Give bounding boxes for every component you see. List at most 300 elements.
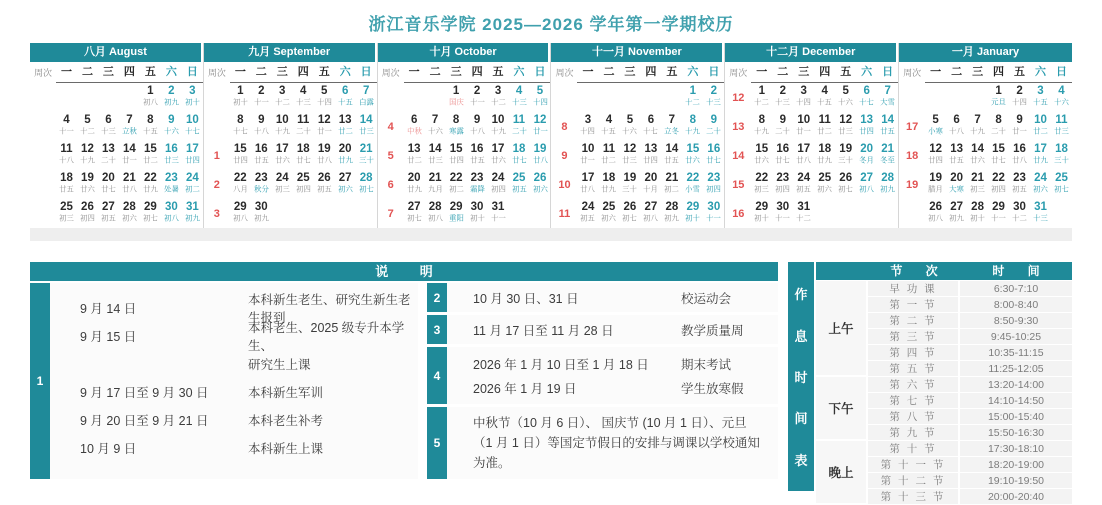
day-cell [682, 199, 703, 228]
day-cell [314, 141, 335, 170]
day-cell [98, 112, 119, 141]
day-cell [814, 112, 835, 141]
week-number: 4 [387, 120, 394, 133]
day-cell [1051, 199, 1072, 228]
week-row [899, 199, 1072, 228]
week-row [204, 141, 377, 170]
weekday-cell: 日 [877, 62, 898, 83]
day-number: 20 [338, 143, 352, 155]
lunar-label: 廿七 [991, 156, 1006, 165]
lunar-label: 冬至 [880, 156, 896, 165]
day-number: 22 [233, 172, 247, 184]
notes-header: 说 明 [30, 262, 778, 281]
lunar-label: 廿二 [1033, 127, 1048, 136]
day-cell [703, 170, 724, 199]
day-cell [598, 199, 619, 228]
schedule-col-time: 时 间 [992, 264, 1050, 278]
note-date: 2026 年 1 月 10 日至 1 月 18 日 [473, 357, 649, 372]
note-number: 4 [427, 347, 447, 404]
day-cell [793, 112, 814, 141]
week-number: 19 [906, 178, 919, 191]
session-cell: 第 十 一 节 [868, 457, 960, 473]
day-cell [356, 170, 377, 199]
day-number: 25 [818, 172, 832, 184]
lunar-label: 十三 [295, 98, 311, 107]
week-number: 14 [732, 149, 745, 162]
day-cell [988, 83, 1009, 112]
day-number: 27 [644, 201, 658, 213]
day-cell [404, 199, 425, 228]
day-cell [877, 141, 898, 170]
lunar-label: 廿六 [685, 156, 701, 165]
note-number: 5 [427, 407, 447, 479]
lunar-label: 初六 [532, 185, 548, 194]
day-number: 8 [452, 114, 460, 126]
lunar-label: 廿八 [532, 156, 548, 165]
time-cell: 11:25-12:05 [960, 361, 1072, 377]
day-number: 12 [81, 143, 94, 155]
day-cell [751, 83, 772, 112]
lunar-label: 廿九 [337, 156, 353, 165]
day-cell [356, 199, 377, 228]
session-cell: 第 三 节 [868, 329, 960, 345]
time-cell: 19:10-19:50 [960, 473, 1072, 489]
time-cell: 15:50-16:30 [960, 425, 1072, 441]
lunar-label: 初十 [685, 214, 701, 223]
time-cell: 18:20-19:00 [960, 457, 1072, 473]
day-number: 19 [929, 172, 943, 184]
lunar-label: 初八 [427, 214, 443, 223]
day-cell [488, 112, 509, 141]
day-cell [835, 141, 856, 170]
lunar-label: 廿七 [101, 185, 116, 194]
lunar-label: 廿三 [622, 156, 638, 165]
day-number: 16 [470, 143, 484, 155]
weekday-cell: 六 [1030, 62, 1051, 83]
day-number: 26 [623, 201, 637, 213]
day-number: 14 [971, 143, 984, 155]
day-cell [335, 199, 356, 228]
day-cell [161, 199, 182, 228]
lunar-label: 十二 [274, 98, 290, 107]
day-number: 7 [668, 114, 676, 126]
lunar-label: 十二 [685, 98, 701, 107]
day-number: 26 [929, 201, 943, 213]
week-row [551, 83, 724, 112]
week-row [378, 199, 551, 228]
weekday-cell: 日 [182, 62, 203, 83]
day-cell [488, 170, 509, 199]
day-number: 12 [533, 114, 547, 126]
day-cell [877, 199, 898, 228]
lunar-label: 初五 [316, 185, 332, 194]
week-number: 18 [906, 149, 919, 162]
lunar-label: 廿九 [817, 156, 833, 165]
notes-right-column [427, 283, 778, 479]
day-cell [230, 199, 251, 228]
day-number: 24 [797, 172, 811, 184]
day-cell [577, 83, 598, 112]
day-number: 18 [602, 172, 616, 184]
day-number: 18 [818, 143, 832, 155]
day-cell [77, 141, 98, 170]
lunar-label: 初六 [1033, 185, 1048, 194]
note-date: 2026 年 1 月 19 日 [473, 381, 577, 396]
day-cell [1030, 112, 1051, 141]
week-number: 6 [387, 178, 394, 191]
day-cell [682, 83, 703, 112]
lunar-label: 廿三 [163, 156, 179, 165]
weekday-cell: 日 [530, 62, 551, 83]
day-number: 15 [992, 143, 1005, 155]
day-number: 25 [60, 201, 73, 213]
day-number: 29 [449, 201, 463, 213]
day-number: 28 [971, 201, 984, 213]
day-number: 11 [297, 114, 310, 126]
lunar-label: 初七 [143, 214, 158, 223]
calendar-strip [30, 43, 1072, 241]
day-number: 5 [842, 85, 849, 97]
lunar-label: 初三 [274, 185, 290, 194]
day-cell [140, 112, 161, 141]
lunar-label: 初五 [101, 214, 116, 223]
lunar-label: 初八 [163, 214, 179, 223]
day-number: 6 [863, 85, 870, 97]
day-cell [182, 83, 203, 112]
day-cell [835, 83, 856, 112]
day-number: 4 [1058, 85, 1065, 97]
lunar-label: 廿四 [448, 156, 464, 165]
lunar-label: 十九 [80, 156, 95, 165]
lunar-label: 廿五 [253, 156, 269, 165]
note-item [427, 283, 778, 312]
day-number: 22 [992, 172, 1005, 184]
day-cell [577, 170, 598, 199]
day-number: 14 [665, 143, 679, 155]
weekday-header-row [551, 62, 724, 83]
day-number: 6 [341, 85, 349, 97]
day-number: 25 [602, 201, 616, 213]
lunar-label: 十五 [1033, 98, 1048, 107]
lunar-label: 初四 [490, 185, 506, 194]
week-number-header: 周次 [903, 67, 922, 78]
lunar-label: 廿五 [664, 156, 680, 165]
lunar-label: 初五 [796, 185, 812, 194]
day-cell [467, 199, 488, 228]
lunar-label: 十六 [163, 127, 179, 136]
weekday-cell: 六 [856, 62, 877, 83]
day-cell [140, 170, 161, 199]
note-event: 本科老生、2025 级专升本学生、 [248, 321, 405, 353]
day-cell [446, 141, 467, 170]
lunar-label: 初七 [406, 214, 422, 223]
time-cell: 13:20-14:00 [960, 377, 1072, 393]
day-cell [140, 83, 161, 112]
day-number: 14 [123, 143, 136, 155]
lunar-label: 十三 [775, 98, 791, 107]
lunar-label: 初四 [80, 214, 95, 223]
weekday-cell: 六 [509, 62, 530, 83]
day-number: 1 [147, 85, 154, 97]
day-cell [314, 170, 335, 199]
day-cell [98, 170, 119, 199]
day-number: 31 [491, 201, 505, 213]
day-number: 17 [581, 172, 595, 184]
lunar-label: 初八 [928, 214, 943, 223]
day-number: 1 [452, 85, 460, 97]
day-cell [488, 141, 509, 170]
day-cell [772, 170, 793, 199]
day-cell [98, 83, 119, 112]
lunar-label: 十七 [184, 127, 200, 136]
day-cell [925, 83, 946, 112]
day-number: 2 [779, 85, 786, 97]
lunar-label: 初五 [511, 185, 527, 194]
lunar-label: 十二 [1012, 214, 1027, 223]
day-cell [814, 170, 835, 199]
day-number: 16 [164, 143, 178, 155]
day-number: 21 [881, 143, 895, 155]
day-number: 20 [860, 143, 874, 155]
day-cell [751, 170, 772, 199]
day-number: 17 [185, 143, 199, 155]
month-header: 一月 January [899, 43, 1072, 62]
day-number: 23 [470, 172, 484, 184]
note-line [473, 352, 778, 376]
note-line [80, 321, 418, 353]
notes-body [30, 283, 778, 479]
lunar-label: 十九 [490, 127, 506, 136]
lunar-label: 立秋 [122, 127, 137, 136]
lunar-label: 三十 [838, 156, 854, 165]
day-cell [251, 199, 272, 228]
note-date: 9 月 15 日 [80, 330, 137, 344]
day-cell [119, 141, 140, 170]
week-number-header: 周次 [729, 67, 748, 78]
lunar-label: 初九 [253, 214, 269, 223]
day-cell [140, 199, 161, 228]
week-row [899, 170, 1072, 199]
time-cell: 9:45-10:25 [960, 329, 1072, 345]
lunar-label: 初八 [232, 214, 248, 223]
day-cell [1030, 83, 1051, 112]
lunar-label: 十一 [490, 214, 506, 223]
page-title: 浙江音乐学院 2025—2026 学年第一学期校历 [368, 15, 734, 34]
lunar-label: 十一 [775, 214, 791, 223]
day-cell [703, 141, 724, 170]
day-cell [856, 170, 877, 199]
day-number: 9 [473, 114, 481, 126]
day-number: 12 [839, 114, 853, 126]
lunar-label: 十七 [232, 127, 248, 136]
lunar-label: 十月 [643, 185, 659, 194]
day-number: 4 [821, 85, 828, 97]
lunar-label: 十五 [601, 127, 617, 136]
day-number: 17 [491, 143, 505, 155]
time-cell: 8:00-8:40 [960, 297, 1072, 313]
day-cell [119, 112, 140, 141]
day-number: 20 [644, 172, 658, 184]
lunar-label: 小雪 [685, 185, 701, 194]
lunar-label: 十五 [143, 127, 158, 136]
day-cell [1030, 141, 1051, 170]
day-cell [619, 112, 640, 141]
weekday-header-row [378, 62, 551, 83]
day-cell [661, 83, 682, 112]
note-line [80, 434, 418, 462]
schedule-side-char: 作 [794, 287, 808, 303]
day-cell [877, 112, 898, 141]
weekday-cell: 日 [356, 62, 377, 83]
day-cell [335, 170, 356, 199]
note-date: 10 月 9 日 [80, 442, 137, 456]
lunar-label: 廿三 [838, 127, 854, 136]
week-row [725, 141, 898, 170]
lunar-label: 廿八 [1012, 156, 1027, 165]
week-number-header: 周次 [555, 67, 574, 78]
day-number: 14 [359, 114, 373, 126]
day-cell [640, 83, 661, 112]
day-number: 15 [755, 143, 769, 155]
weekday-cell: 五 [661, 62, 682, 83]
day-cell [161, 170, 182, 199]
day-cell [703, 83, 724, 112]
lunar-label: 初八 [859, 185, 875, 194]
note-item [427, 315, 778, 344]
day-cell [509, 199, 530, 228]
lunar-label: 廿三 [427, 156, 443, 165]
lunar-label: 廿四 [232, 156, 248, 165]
day-cell [77, 170, 98, 199]
day-cell [988, 112, 1009, 141]
time-cell: 17:30-18:10 [960, 441, 1072, 457]
day-cell [751, 199, 772, 228]
day-number: 3 [189, 85, 196, 97]
lunar-label: 十一 [706, 214, 722, 223]
session-cell: 第 七 节 [868, 393, 960, 409]
note-item-content [447, 315, 778, 344]
day-number: 20 [950, 172, 963, 184]
day-number: 10 [491, 114, 505, 126]
day-number: 13 [644, 143, 658, 155]
day-number: 5 [84, 114, 91, 126]
week-number: 16 [732, 207, 745, 220]
week-row [204, 170, 377, 199]
day-number: 19 [533, 143, 547, 155]
day-cell [619, 199, 640, 228]
day-number: 6 [410, 114, 418, 126]
time-cell: 15:00-15:40 [960, 409, 1072, 425]
note-number: 1 [30, 283, 50, 479]
day-cell [661, 112, 682, 141]
week-number: 5 [387, 149, 394, 162]
day-cell [856, 112, 877, 141]
lunar-label: 廿六 [970, 156, 985, 165]
day-cell [425, 112, 446, 141]
day-cell [619, 170, 640, 199]
note-date: 11 月 17 日至 11 月 28 日 [473, 323, 614, 338]
lunar-label: 廿六 [80, 185, 95, 194]
week-number: 8 [561, 120, 568, 133]
day-cell [967, 141, 988, 170]
weekday-cell: 一 [56, 62, 77, 83]
day-cell [119, 170, 140, 199]
day-number: 9 [1016, 114, 1023, 126]
day-number: 5 [932, 114, 939, 126]
weekday-cell: 四 [814, 62, 835, 83]
day-cell [509, 83, 530, 112]
lunar-label: 初四 [706, 185, 722, 194]
day-cell [1051, 170, 1072, 199]
day-number: 23 [1013, 172, 1026, 184]
lunar-label: 元旦 [991, 98, 1006, 107]
weekday-cell: 四 [640, 62, 661, 83]
day-number: 28 [428, 201, 442, 213]
note-item-content [50, 283, 418, 479]
day-number: 25 [512, 172, 526, 184]
day-number: 5 [536, 85, 544, 97]
day-cell [335, 83, 356, 112]
week-row [551, 112, 724, 141]
day-number: 11 [602, 143, 616, 155]
lunar-label: 廿二 [143, 156, 158, 165]
day-number: 1 [995, 85, 1002, 97]
lunar-label: 初十 [754, 214, 770, 223]
lunar-label: 廿六 [274, 156, 290, 165]
day-number: 25 [296, 172, 310, 184]
lunar-label: 十一 [59, 127, 74, 136]
day-number: 6 [647, 114, 655, 126]
day-cell [272, 83, 293, 112]
week-row [725, 83, 898, 112]
week-row [725, 170, 898, 199]
schedule-side-char: 时 [794, 369, 808, 385]
lunar-label: 十九 [754, 127, 770, 136]
lunar-label: 立冬 [664, 127, 680, 136]
week-number: 2 [213, 178, 220, 191]
day-number: 10 [185, 114, 199, 126]
day-number: 5 [626, 114, 634, 126]
day-cell [925, 141, 946, 170]
day-cell [598, 83, 619, 112]
day-cell [598, 141, 619, 170]
session-cell: 早 功 课 [868, 281, 960, 297]
lunar-label: 廿八 [796, 156, 812, 165]
day-number: 18 [512, 143, 526, 155]
day-number: 8 [237, 114, 244, 126]
day-cell [946, 141, 967, 170]
day-number: 19 [81, 172, 94, 184]
lunar-label: 十四 [580, 127, 596, 136]
day-number: 29 [992, 201, 1005, 213]
day-number: 17 [1034, 143, 1047, 155]
day-cell [577, 141, 598, 170]
month-block [378, 43, 552, 228]
day-cell [119, 83, 140, 112]
day-cell [56, 199, 77, 228]
day-number: 15 [449, 143, 463, 155]
lunar-label: 初四 [295, 185, 311, 194]
day-cell [467, 141, 488, 170]
day-cell [1030, 199, 1051, 228]
day-number: 8 [995, 114, 1002, 126]
day-cell [661, 199, 682, 228]
note-number: 2 [427, 283, 447, 312]
day-cell [1009, 112, 1030, 141]
note-date: 9 月 20 日至 9 月 21 日 [80, 414, 209, 428]
month-block [204, 43, 378, 228]
lunar-label: 初五 [580, 214, 596, 223]
